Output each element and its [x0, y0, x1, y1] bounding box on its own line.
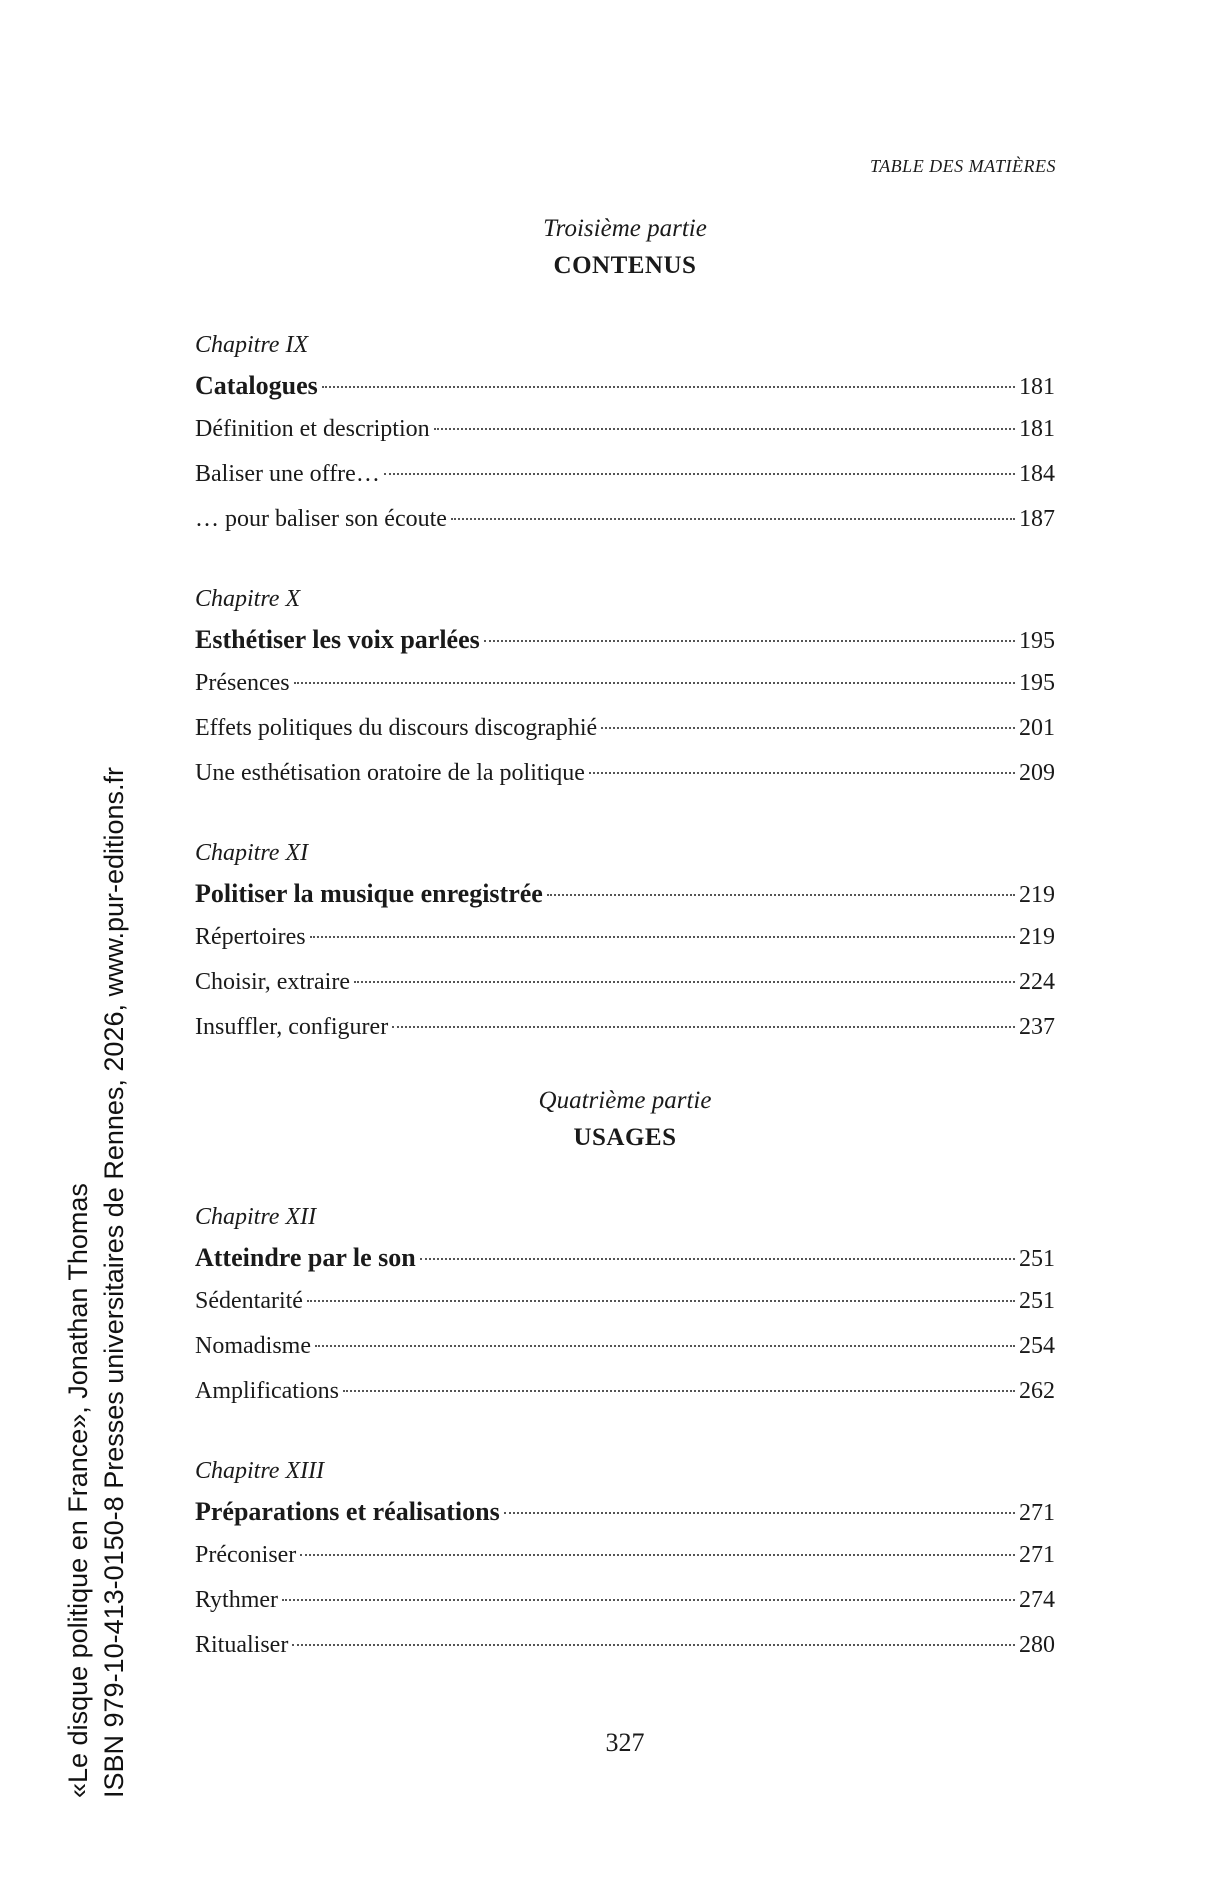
- section-entry[interactable]: [195, 497, 1055, 542]
- section-entry[interactable]: [195, 1005, 1055, 1050]
- chapter-block: [195, 1197, 1055, 1414]
- folio-page-number: 327: [605, 1728, 645, 1757]
- section-entry[interactable]: [195, 1324, 1055, 1369]
- section-title: … pour baliser son écoute: [195, 506, 447, 532]
- dot-leader: [292, 1644, 1015, 1646]
- running-head: TABLE DES MATIÈRES: [870, 156, 1056, 176]
- chapter-title: Politiser la musique enregistrée: [195, 879, 543, 908]
- dot-leader: [589, 772, 1015, 774]
- section-entry[interactable]: [195, 661, 1055, 706]
- dot-leader: [484, 640, 1015, 642]
- section-title: Nomadisme: [195, 1333, 311, 1359]
- page-number: 271: [1019, 1500, 1055, 1526]
- part-label: Quatrième partie: [538, 1087, 712, 1114]
- dot-leader: [322, 386, 1015, 388]
- chapter-block: [195, 325, 1055, 542]
- page-number: 181: [1019, 374, 1055, 400]
- chapter-title-entry[interactable]: [195, 873, 1055, 915]
- section-entry[interactable]: [195, 407, 1055, 452]
- section-title: Amplifications: [195, 1378, 339, 1404]
- chapter-label: Chapitre XII: [195, 1204, 317, 1230]
- page-number: 195: [1019, 670, 1055, 696]
- page-number: 187: [1019, 506, 1055, 532]
- chapter-title-entry[interactable]: [195, 365, 1055, 407]
- page-number: 262: [1019, 1378, 1055, 1404]
- page-number: 224: [1019, 969, 1055, 995]
- dot-leader: [392, 1026, 1015, 1028]
- section-entry[interactable]: [195, 1533, 1055, 1578]
- chapter-title-entry[interactable]: [195, 1491, 1055, 1533]
- part-heading: [195, 211, 1055, 285]
- section-entry[interactable]: [195, 1578, 1055, 1623]
- dot-leader: [315, 1345, 1015, 1347]
- page-number: 209: [1019, 760, 1055, 786]
- page-number: 251: [1019, 1288, 1055, 1314]
- side-note-line: «Le disque politique en France», Jonathan Thomas: [63, 1183, 93, 1798]
- dot-leader: [384, 473, 1015, 475]
- chapter-title: Atteindre par le son: [195, 1243, 416, 1272]
- section-entry[interactable]: [195, 1623, 1055, 1668]
- section-title: Rythmer: [195, 1587, 279, 1613]
- dot-leader: [307, 1300, 1015, 1302]
- chapter-block: [195, 579, 1055, 796]
- section-entry[interactable]: [195, 915, 1055, 960]
- section-entry[interactable]: [195, 1369, 1055, 1414]
- section-title: Ritualiser: [195, 1632, 289, 1658]
- page-number: 195: [1019, 628, 1055, 654]
- section-title: Baliser une offre…: [195, 461, 380, 487]
- page-number: 280: [1019, 1632, 1055, 1658]
- section-title: Répertoires: [195, 924, 306, 950]
- chapter-label: Chapitre IX: [195, 332, 309, 358]
- page-number: 274: [1019, 1587, 1055, 1613]
- page-number: 271: [1019, 1542, 1055, 1568]
- page-number: 219: [1019, 924, 1055, 950]
- dot-leader: [451, 518, 1015, 520]
- side-note-line: ISBN 979-10-413-0150-8 Presses universitaires de Rennes, 2026, www.pur-editions.fr: [99, 766, 129, 1798]
- part-heading: [195, 1083, 1055, 1157]
- chapter-label: Chapitre X: [195, 586, 301, 612]
- section-entry[interactable]: [195, 706, 1055, 751]
- chapter-title: Préparations et réalisations: [195, 1497, 500, 1526]
- section-entry[interactable]: [195, 751, 1055, 796]
- part-title: USAGES: [573, 1124, 677, 1151]
- page-number: 219: [1019, 882, 1055, 908]
- section-title: Une esthétisation oratoire de la politique: [195, 760, 585, 786]
- section-entry[interactable]: [195, 960, 1055, 1005]
- chapter-title-entry[interactable]: [195, 1237, 1055, 1279]
- dot-leader: [420, 1258, 1015, 1260]
- chapter-label: Chapitre XIII: [195, 1458, 325, 1484]
- section-title: Sédentarité: [195, 1288, 303, 1314]
- page-number: 251: [1019, 1246, 1055, 1272]
- chapter-title: Esthétiser les voix parlées: [195, 625, 480, 654]
- page-number: 201: [1019, 715, 1055, 741]
- dot-leader: [343, 1390, 1015, 1392]
- section-title: Définition et description: [195, 416, 430, 442]
- dot-leader: [504, 1512, 1015, 1514]
- chapter-block: [195, 1451, 1055, 1668]
- page-number: 237: [1019, 1014, 1055, 1040]
- chapter-label: Chapitre XI: [195, 840, 309, 866]
- dot-leader: [547, 894, 1015, 896]
- section-title: Effets politiques du discours discographié: [195, 715, 598, 741]
- section-entry[interactable]: [195, 1279, 1055, 1324]
- section-title: Préconiser: [195, 1542, 297, 1568]
- page-number: 181: [1019, 416, 1055, 442]
- dot-leader: [434, 428, 1015, 430]
- dot-leader: [601, 727, 1015, 729]
- dot-leader: [310, 936, 1015, 938]
- dot-leader: [300, 1554, 1015, 1556]
- section-title: Choisir, extraire: [195, 969, 350, 995]
- page-number: 184: [1019, 461, 1055, 487]
- dot-leader: [354, 981, 1015, 983]
- section-title: Présences: [195, 670, 290, 696]
- part-title: CONTENUS: [553, 252, 697, 279]
- dot-leader: [294, 682, 1015, 684]
- part-label: Troisième partie: [543, 215, 707, 242]
- section-title: Insuffler, configurer: [195, 1014, 389, 1040]
- chapter-title-entry[interactable]: [195, 619, 1055, 661]
- section-entry[interactable]: [195, 452, 1055, 497]
- dot-leader: [282, 1599, 1015, 1601]
- chapter-title: Catalogues: [195, 371, 318, 400]
- copyright-side-note: [60, 766, 132, 1798]
- page-number: 254: [1019, 1333, 1055, 1359]
- chapter-block: [195, 833, 1055, 1050]
